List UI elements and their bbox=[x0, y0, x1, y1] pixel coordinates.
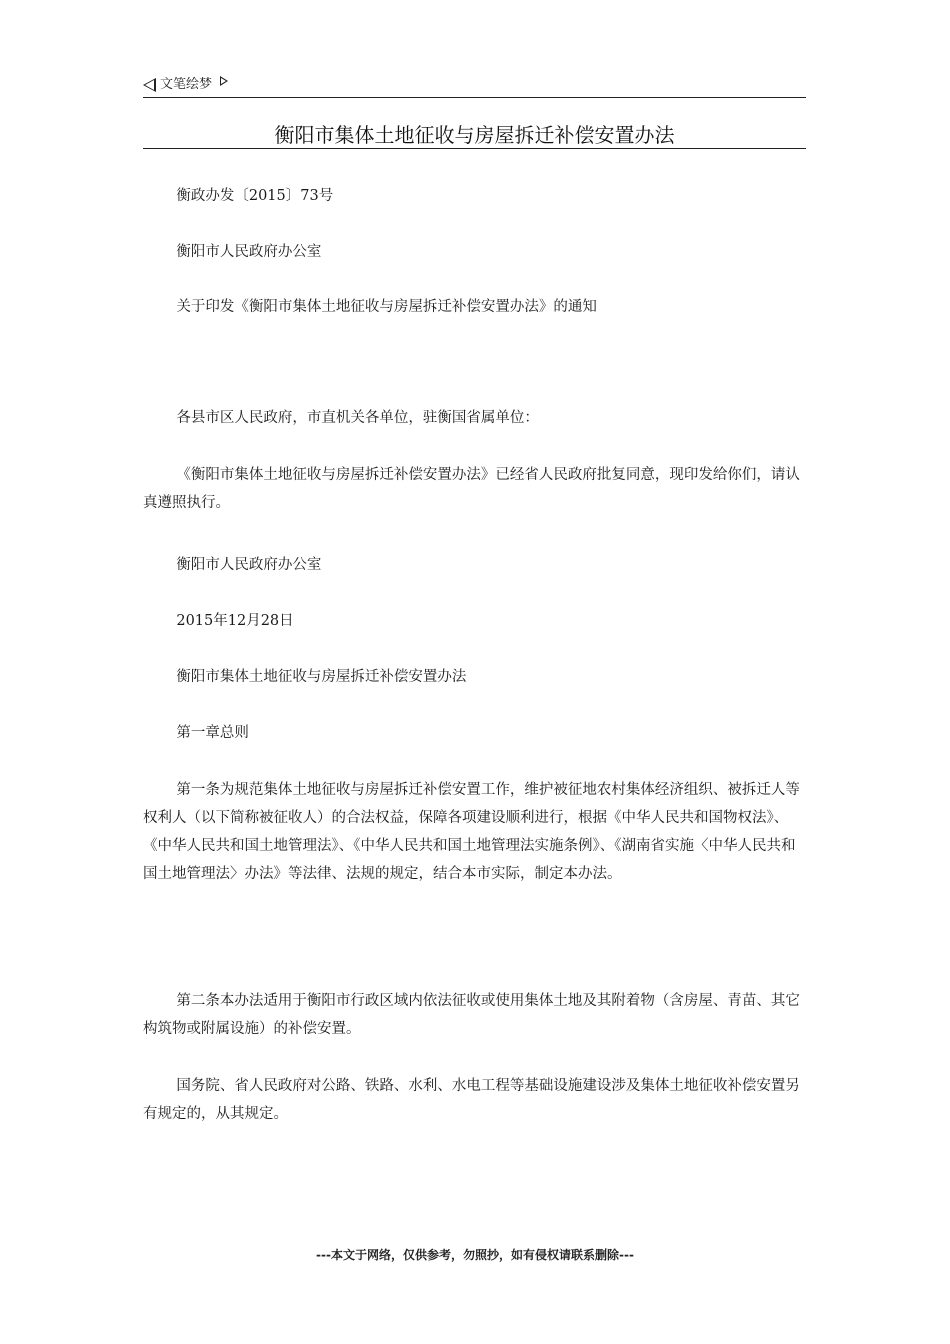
addressees: 各县市区人民政府，市直机关各单位，驻衡国省属单位： bbox=[176, 410, 539, 426]
document-title: 衡阳市集体土地征收与房屋拆迁补偿安置办法 bbox=[143, 122, 806, 149]
article-2: 第二条本办法适用于衡阳市行政区域内依法征收或使用集体土地及其附着物（含房屋、青苗、其它构筑物或附属设施）的补偿安置。 bbox=[143, 993, 800, 1037]
signature-office: 衡阳市人民政府办公室 bbox=[176, 557, 322, 573]
issuing-office: 衡阳市人民政府办公室 bbox=[176, 244, 322, 260]
triangle-left-icon bbox=[143, 78, 156, 92]
document-number: 衡政办发〔2015〕73号 bbox=[176, 188, 334, 204]
chapter-heading: 第一章总则 bbox=[176, 725, 249, 741]
triangle-right-icon bbox=[220, 76, 228, 86]
notice-heading: 关于印发《衡阳市集体土地征收与房屋拆迁补偿安置办法》的通知 bbox=[176, 299, 597, 315]
regulation-title: 衡阳市集体土地征收与房屋拆迁补偿安置办法 bbox=[176, 669, 467, 685]
header-brand: 文笔绘梦 bbox=[160, 77, 213, 92]
notice-body: 《衡阳市集体土地征收与房屋拆迁补偿安置办法》已经省人民政府批复同意，现印发给你们，请认真遵照执行。 bbox=[143, 467, 800, 511]
signature-date: 2015年12月28日 bbox=[176, 613, 294, 629]
page-footer: ---本文于网络，仅供参考，勿照抄，如有侵权请联系删除--- bbox=[316, 1248, 634, 1262]
page-header bbox=[143, 74, 806, 98]
article-2-supplement: 国务院、省人民政府对公路、铁路、水利、水电工程等基础设施建设涉及集体土地征收补偿安置另有规定的，从其规定。 bbox=[143, 1078, 800, 1122]
article-1: 第一条为规范集体土地征收与房屋拆迁补偿安置工作，维护被征地农村集体经济组织、被拆迁人等权利人（以下简称被征收人）的合法权益，保障各项建设顺利进行，根据《中华人民共和国物权法》、《中华人民共和国土地管理法》、《中华人民共和国土地管理法实施条例》、《湖南省实施〈中华人民共和国土地管理法〉办法》等法律、法规的规定，结合本市实际，制定本办法。 bbox=[143, 782, 800, 882]
